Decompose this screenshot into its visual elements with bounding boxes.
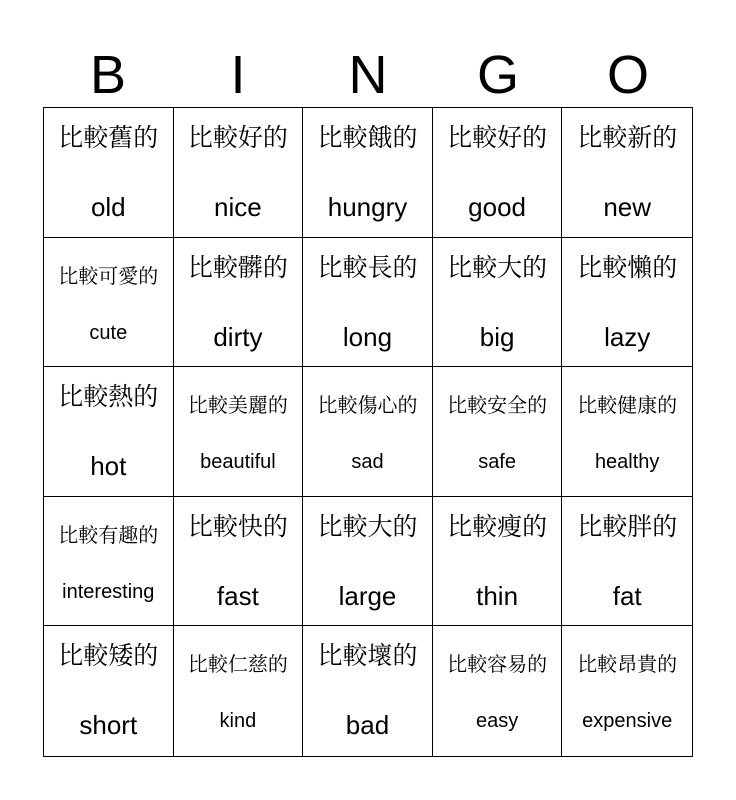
bingo-cell[interactable] <box>44 238 174 368</box>
cell-english-text: cute <box>89 321 128 344</box>
bingo-cell[interactable] <box>303 238 433 368</box>
cell-english-text: hungry <box>327 192 408 222</box>
cell-english-text: healthy <box>594 451 660 474</box>
header-letter-n: N <box>348 45 388 105</box>
cell-english-text: old <box>90 192 126 222</box>
bingo-cell[interactable] <box>562 367 692 497</box>
cell-chinese-text: 比較健康的 <box>577 393 678 418</box>
cell-english-text: bad <box>345 710 390 741</box>
cell-chinese-text: 比較容易的 <box>447 652 548 677</box>
cell-chinese-text: 比較矮的 <box>58 641 159 671</box>
bingo-cell[interactable] <box>433 626 563 756</box>
header-letter-g: G <box>476 45 519 105</box>
cell-english-text: fat <box>612 580 642 611</box>
bingo-cell[interactable] <box>562 108 692 238</box>
cell-chinese-text: 比較瘦的 <box>447 511 548 541</box>
bingo-cell[interactable] <box>44 497 174 627</box>
cell-english-text: lazy <box>604 321 651 352</box>
cell-english-text: kind <box>219 710 257 733</box>
cell-english-text: hot <box>90 451 127 482</box>
header-letter-i: I <box>230 45 246 105</box>
cell-chinese-text: 比較昂貴的 <box>577 652 678 677</box>
cell-english-text: long <box>342 321 393 352</box>
cell-english-text: fast <box>216 580 259 611</box>
cell-chinese-text: 比較餓的 <box>317 123 418 152</box>
cell-chinese-text: 比較髒的 <box>187 252 288 282</box>
bingo-cell[interactable] <box>174 238 304 368</box>
cell-english-text: dirty <box>213 321 263 352</box>
cell-chinese-text: 比較長的 <box>317 252 418 282</box>
bingo-cell[interactable] <box>433 238 563 368</box>
bingo-header <box>43 44 693 106</box>
cell-english-text: sad <box>351 451 384 474</box>
cell-english-text: expensive <box>582 710 673 733</box>
cell-english-text: short <box>79 710 138 741</box>
cell-chinese-text: 比較有趣的 <box>58 522 159 547</box>
cell-english-text: large <box>338 580 397 611</box>
bingo-cell[interactable] <box>303 108 433 238</box>
cell-chinese-text: 比較仁慈的 <box>187 652 288 677</box>
cell-english-text: safe <box>478 451 516 474</box>
bingo-cell[interactable] <box>44 626 174 756</box>
header-letter-o: O <box>606 45 649 105</box>
header-letter-b: B <box>89 45 127 105</box>
bingo-cell[interactable] <box>174 108 304 238</box>
bingo-cell[interactable] <box>303 497 433 627</box>
bingo-cell[interactable] <box>433 497 563 627</box>
cell-english-text: new <box>603 192 652 222</box>
cell-english-text: beautiful <box>200 451 276 474</box>
bingo-cell[interactable] <box>433 367 563 497</box>
bingo-cell[interactable] <box>44 108 174 238</box>
cell-chinese-text: 比較懶的 <box>577 252 678 282</box>
bingo-cell[interactable] <box>303 367 433 497</box>
bingo-cell[interactable] <box>562 626 692 756</box>
bingo-cell[interactable] <box>303 626 433 756</box>
cell-chinese-text: 比較壞的 <box>317 641 418 671</box>
cell-chinese-text: 比較胖的 <box>577 511 678 541</box>
bingo-cell[interactable] <box>562 497 692 627</box>
cell-chinese-text: 比較舊的 <box>58 123 159 152</box>
cell-english-text: easy <box>475 710 519 733</box>
cell-chinese-text: 比較傷心的 <box>317 393 418 418</box>
cell-chinese-text: 比較好的 <box>187 123 288 152</box>
bingo-card <box>43 107 693 757</box>
bingo-cell[interactable] <box>433 108 563 238</box>
cell-english-text: interesting <box>62 580 155 603</box>
cell-english-text: thin <box>476 580 519 611</box>
cell-english-text: big <box>479 321 515 352</box>
cell-chinese-text: 比較快的 <box>187 511 288 541</box>
bingo-cell[interactable] <box>174 626 304 756</box>
cell-chinese-text: 比較熱的 <box>58 382 159 412</box>
cell-chinese-text: 比較好的 <box>447 123 548 152</box>
cell-chinese-text: 比較大的 <box>317 511 418 541</box>
cell-english-text: nice <box>214 192 262 222</box>
bingo-cell[interactable] <box>562 238 692 368</box>
bingo-cell[interactable] <box>44 367 174 497</box>
cell-english-text: good <box>468 192 527 222</box>
bingo-cell[interactable] <box>174 497 304 627</box>
cell-chinese-text: 比較大的 <box>447 252 548 282</box>
cell-chinese-text: 比較安全的 <box>447 393 548 418</box>
cell-chinese-text: 比較可愛的 <box>58 263 159 288</box>
cell-chinese-text: 比較美麗的 <box>187 393 288 418</box>
bingo-cell[interactable] <box>174 367 304 497</box>
cell-chinese-text: 比較新的 <box>577 123 678 152</box>
